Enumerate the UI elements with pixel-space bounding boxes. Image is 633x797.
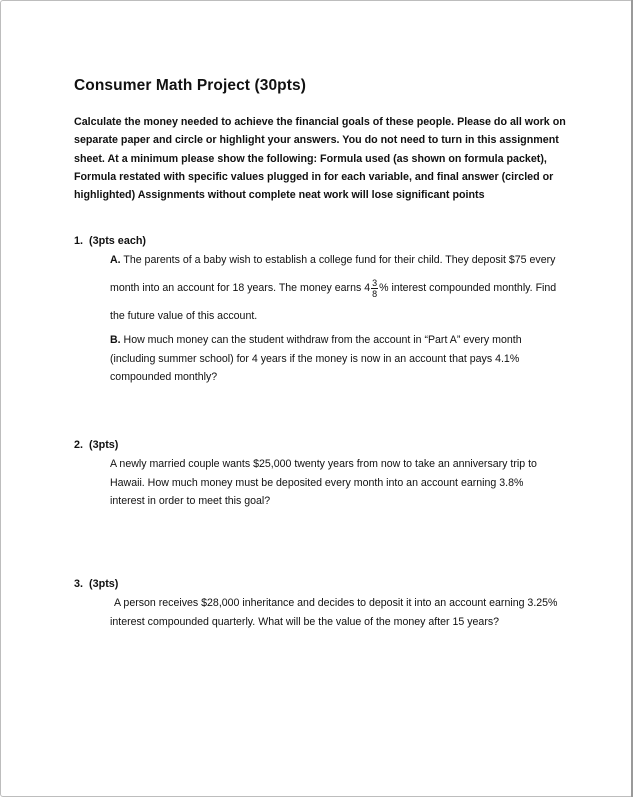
instructions-paragraph: Calculate the money needed to achieve the financial goals of these people. Please do all work on separate paper and circle or highlight your answers. You do not need to turn in this assignment sheet. At a minimum please show the following: Formula used (as shown on formula packet), Formula restated with specific values plugged in for each variable, and final answer (circled or highlighted) Assignments without complete neat work will lose significant points [74, 116, 566, 202]
document-title: Consumer Math Project (30pts) [74, 77, 306, 94]
question-1-points: (3pts each) [89, 235, 147, 247]
question-1a-label: A. [110, 254, 121, 266]
question-1b-text [110, 331, 550, 387]
question-2-points: (3pts) [89, 439, 119, 451]
fraction-denominator: 8 [372, 288, 378, 299]
fraction-numerator: 3 [372, 277, 378, 288]
question-3-points: (3pts) [89, 578, 119, 590]
question-1a-text-before: The parents of a baby wish to establish a college fund for their child. They deposit $75 every month into an account for 18 years. The money earns [110, 254, 556, 294]
interest-rate-fraction [371, 278, 378, 299]
question-1-number: 1. [74, 235, 84, 247]
question-3-heading [74, 578, 118, 590]
interest-rate-mixed-number [364, 277, 379, 299]
question-2-text: A newly married couple wants $25,000 twenty years from now to take an anniversary trip to Hawaii. How much money must be deposited every month into an account earning 3.8% interest in order to meet this goal? [110, 458, 537, 507]
question-2-number: 2. [74, 439, 84, 451]
question-2-heading [74, 439, 118, 451]
question-3-text: A person receives $28,000 inheritance and decides to deposit it into an account earning 3.25% interest compounded quarterly. What will be the value of the money after 15 years? [110, 597, 558, 628]
question-1b-body: How much money can the student withdraw from the account in “Part A” every month (including summer school) for 4 years if the money is now in an account that pays 4.1% compounded monthly? [110, 334, 522, 383]
interest-rate-whole: 4 [364, 282, 371, 294]
question-1b-label: B. [110, 334, 121, 346]
question-1a-text [110, 246, 560, 330]
question-1a-text-after: % interest compounded monthly. Find the future value of this account. [110, 282, 557, 322]
question-3-number: 3. [74, 578, 84, 590]
